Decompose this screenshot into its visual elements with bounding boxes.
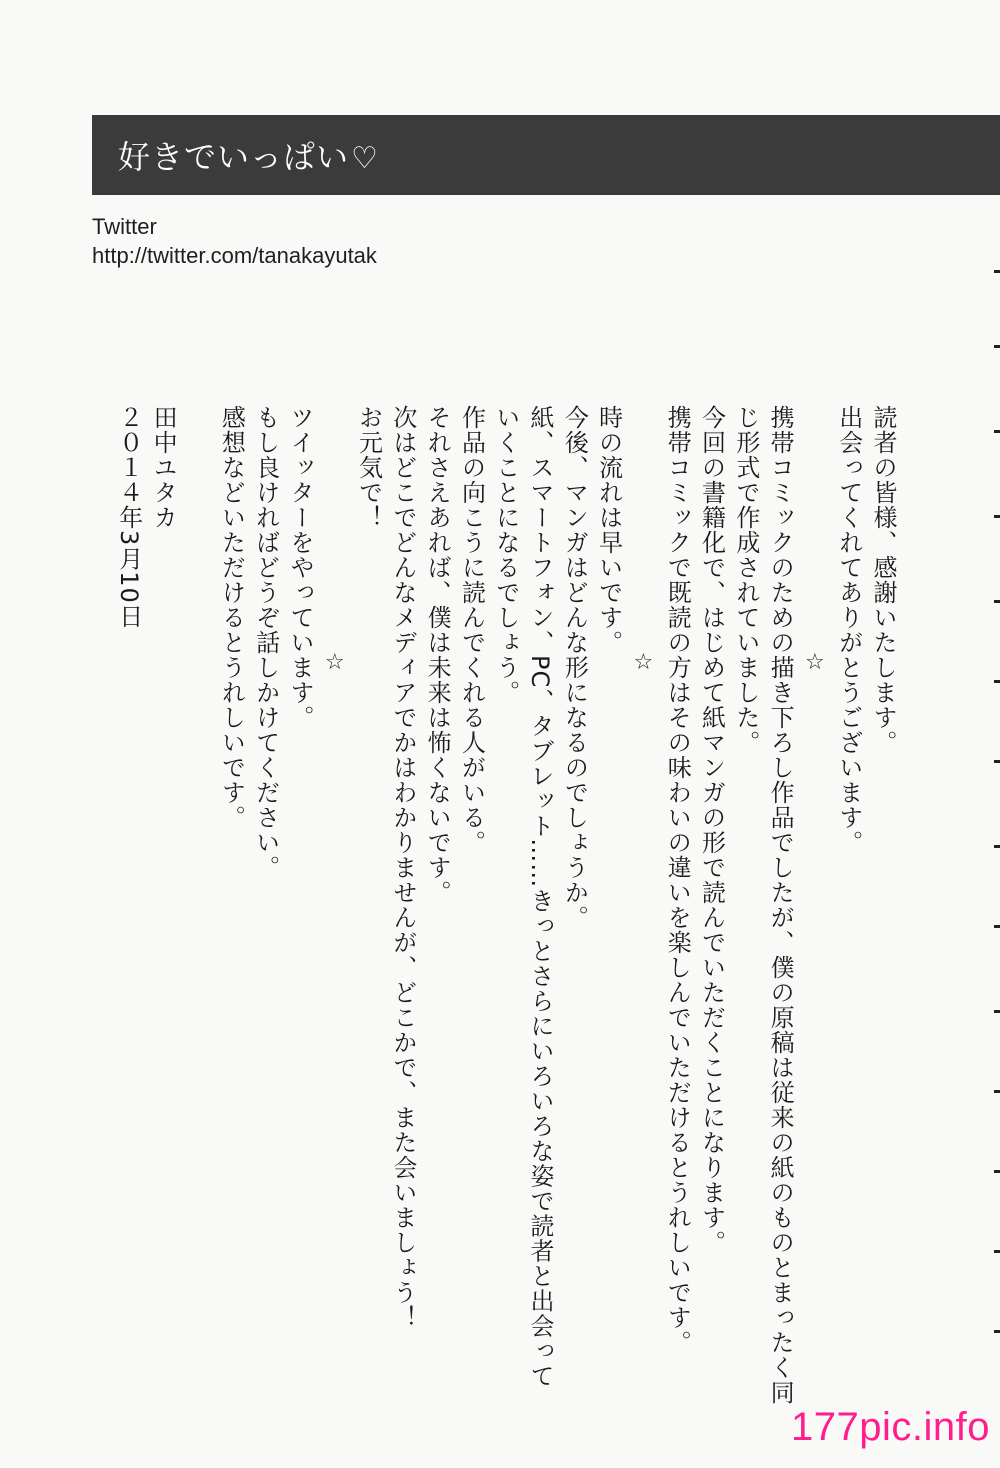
page-title [118, 132, 379, 178]
star-separator: ☆ [630, 650, 656, 676]
afterword-line: もし良ければどうぞ話しかけてください。 [251, 405, 280, 880]
twitter-label: Twitter [92, 214, 157, 239]
page-edge-mark [994, 680, 1000, 683]
afterword-line: 今回の書籍化で、はじめて紙マンガの形で読んでいただくことになります。 [697, 405, 726, 1255]
watermark: 177pic.info [791, 1405, 990, 1449]
page-edge-mark [994, 600, 1000, 603]
afterword-line: 紙、スマートフォン、PC、タブレット……きっとさらにいろいろな姿で読者と出会って [526, 405, 555, 1389]
afterword-line: ツイッターをやっています。 [285, 405, 314, 730]
afterword-line: いくことになるでしょう。 [491, 405, 520, 705]
title-bar [92, 115, 1000, 195]
afterword-line: 携帯コミックのための描き下ろし作品でしたが、僕の原稿は従来の紙のものとまったく同 [766, 405, 795, 1405]
afterword-line: 感想などいただけるとうれしいです。 [217, 405, 246, 830]
afterword-line: 出会ってくれてありがとうございます。 [834, 405, 863, 855]
page-edge-mark [994, 1330, 1000, 1333]
afterword-line: 次はどこでどんなメディアでかはわかりませんが、どこかで、また会いましょう！ [388, 405, 417, 1330]
author-name: 田中ユタカ [149, 405, 178, 530]
twitter-url[interactable]: http://twitter.com/tanakayutak [92, 243, 377, 268]
afterword-line: それさえあれば、僕は未来は怖くないです。 [423, 405, 452, 905]
page-edge-mark [994, 1090, 1000, 1093]
star-separator: ☆ [802, 650, 828, 676]
page-edge-mark [994, 345, 1000, 348]
page-edge-mark [994, 1010, 1000, 1013]
twitter-info [92, 212, 377, 270]
blank-line [180, 405, 214, 1405]
page-edge-mark [994, 1250, 1000, 1253]
date: ２０１４年3月10日 [114, 405, 143, 629]
afterword-line: じ形式で作成されていました。 [731, 405, 760, 755]
afterword-line: 作品の向こうに読んでくれる人がいる。 [457, 405, 486, 855]
title-text: 好きでいっぱい [118, 138, 350, 176]
afterword-line: 今後、マンガはどんな形になるのでしょうか。 [560, 405, 589, 930]
page-edge-mark [994, 1170, 1000, 1173]
afterword-line: 携帯コミックで既読の方はその味わいの違いを楽しんでいただけるとうれしいです。 [663, 405, 692, 1355]
afterword-text [111, 405, 900, 1405]
afterword-line: 時の流れは早いです。 [594, 405, 623, 655]
heart-icon: ♡ [351, 141, 379, 176]
page-edge-mark [994, 925, 1000, 928]
page-edge-mark [994, 270, 1000, 273]
page-edge-mark [994, 845, 1000, 848]
page-edge-mark [994, 515, 1000, 518]
afterword-line: 読者の皆様、感謝いたします。 [869, 405, 897, 755]
afterword-line: お元気で！ [354, 405, 383, 530]
page-edge-mark [994, 760, 1000, 763]
page-edge-mark [994, 430, 1000, 433]
star-separator: ☆ [322, 650, 348, 676]
